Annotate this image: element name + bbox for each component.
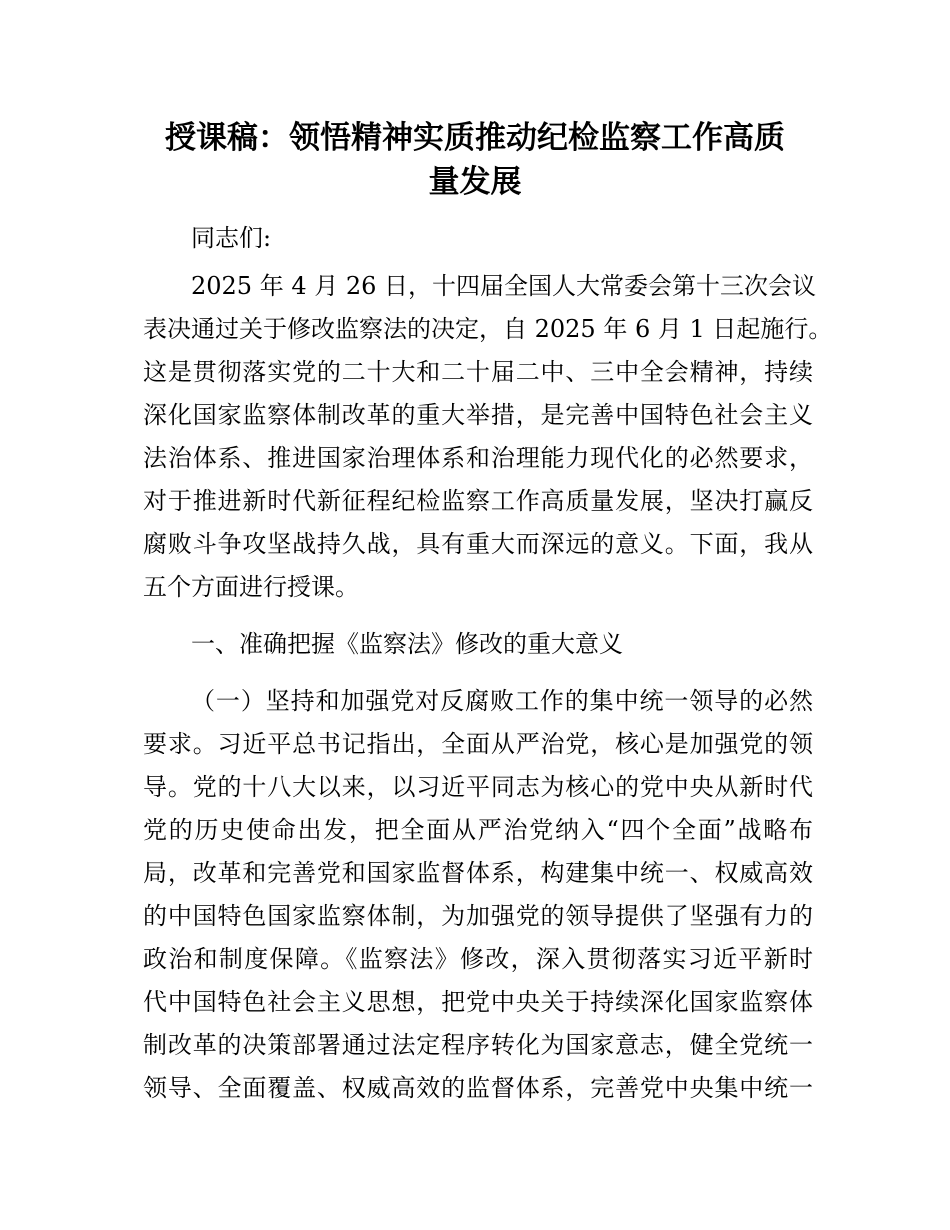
- paragraph-2-line: （一）坚持和加强党对反腐败工作的集中统一领导的必然: [191, 687, 813, 715]
- paragraph-1-line: 法治体系、推进国家治理体系和治理能力现代化的必然要求，: [143, 444, 813, 472]
- paragraph-2-line: 政治和制度保障。《监察法》修改，深入贯彻落实习近平新时: [143, 945, 813, 973]
- paragraph-1-line: 表决通过关于修改监察法的决定，自 2025 年 6 月 1 日起施行。: [143, 315, 833, 343]
- document-title-line-1: 授课稿：领悟精神实质推动纪检监察工作高质: [165, 120, 785, 156]
- paragraph-1-line: 2025 年 4 月 26 日，十四届全国人大常委会第十三次会议: [191, 272, 817, 300]
- paragraph-2-line: 的中国特色国家监察体制，为加强党的领导提供了坚强有力的: [143, 902, 813, 930]
- paragraph-2-line: 局，改革和完善党和国家监督体系，构建集中统一、权威高效: [143, 859, 813, 887]
- paragraph-1-line: 对于推进新时代新征程纪检监察工作高质量发展，坚决打赢反: [143, 487, 813, 515]
- document-title-line-2: 量发展: [428, 164, 522, 200]
- paragraph-2-line: 要求。习近平总书记指出，全面从严治党，核心是加强党的领: [143, 730, 813, 758]
- paragraph-2-line: 制改革的决策部署通过法定程序转化为国家意志，健全党统一: [143, 1031, 813, 1059]
- paragraph-2-line: 导。党的十八大以来，以习近平同志为核心的党中央从新时代: [143, 773, 813, 801]
- paragraph-2-line: 党的历史使命出发，把全面从严治党纳入“四个全面”战略布: [143, 816, 813, 844]
- paragraph-1-line: 深化国家监察体制改革的重大举措，是完善中国特色社会主义: [143, 401, 813, 429]
- paragraph-1-line: 这是贯彻落实党的二十大和二十届二中、三中全会精神，持续: [143, 358, 813, 386]
- salutation: 同志们:: [191, 224, 272, 252]
- paragraph-1-line: 五个方面进行授课。: [143, 573, 359, 601]
- paragraph-2-line: 代中国特色社会主义思想，把党中央关于持续深化国家监察体: [143, 988, 813, 1016]
- section-1-heading: 一、准确把握《监察法》修改的重大意义: [191, 630, 623, 658]
- paragraph-2-line: 领导、全面覆盖、权威高效的监督体系，完善党中央集中统一: [143, 1074, 813, 1102]
- paragraph-1-line: 腐败斗争攻坚战持久战，具有重大而深远的意义。下面，我从: [143, 530, 813, 558]
